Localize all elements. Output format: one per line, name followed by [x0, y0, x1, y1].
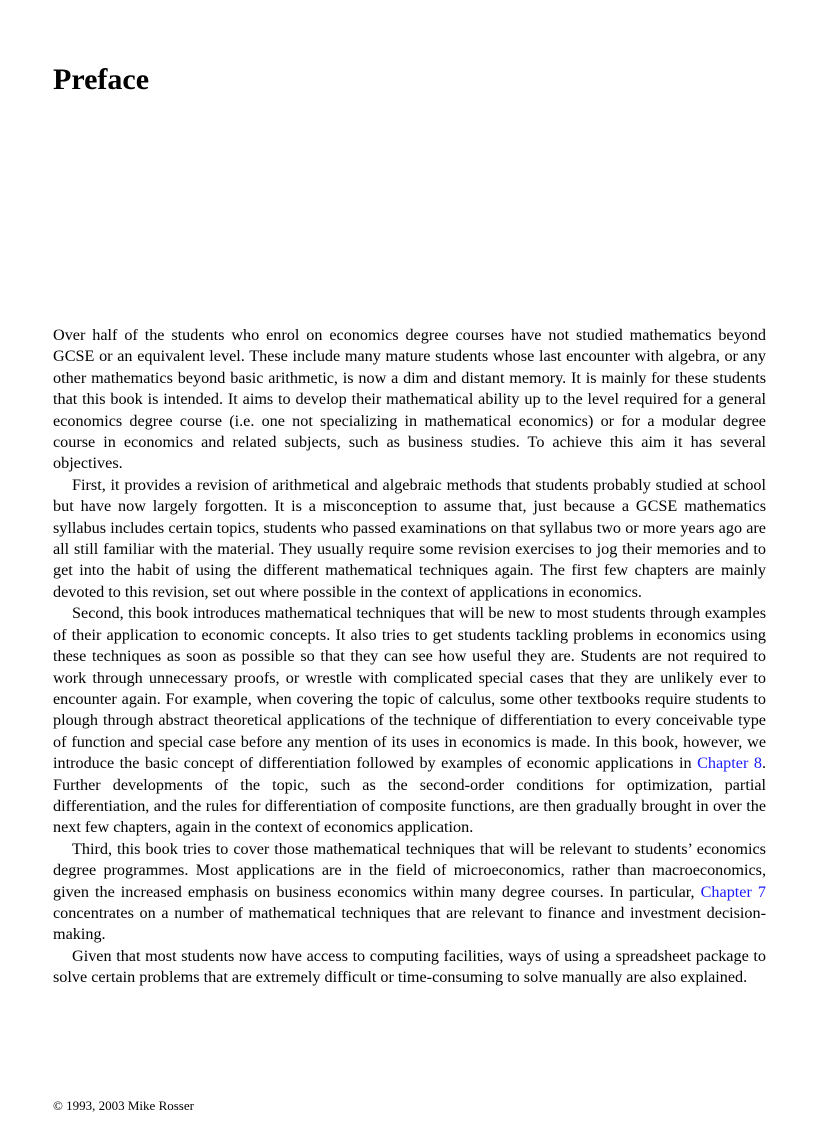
paragraph-4-text-after: concentrates on a number of mathematical techniques that are relevant to finance and investment decision-making.	[53, 903, 766, 944]
copyright-notice: © 1993, 2003 Mike Rosser	[53, 1098, 194, 1113]
preface-body	[53, 325, 766, 989]
chapter-8-link[interactable]: Chapter 8	[697, 754, 762, 773]
paragraph-1: Over half of the students who enrol on economics degree courses have not studied mathematics beyond GCSE or an equivalent level. These include many mature students whose last encounter with algebra, or any other mathematics beyond basic arithmetic, is now a dim and distant memory. It is mainly for these students that this book is intended. It aims to develop their mathematical ability up to the level required for a general economics degree course (i.e. one not specializing in mathematical economics) or for a modular degree course in economics and related subjects, such as business studies. To achieve this aim it has several objectives.	[53, 326, 766, 473]
paragraph-2: First, it provides a revision of arithmetical and algebraic methods that students probably studied at school but have now largely forgotten. It is a misconception to assume that, just because a GCSE mathematics syllabus includes certain topics, students who passed examinations on that syllabus two or more years ago are all still familiar with the material. They usually require some revision exercises to jog their memories and to get into the habit of using the different mathematical techniques again. The first few chapters are mainly devoted to this revision, set out where possible in the context of applications in economics.	[53, 475, 766, 601]
paragraph-3-text-after: . Further developments of the topic, such as the second-order conditions for optimization, partial differentiation, and the rules for differentiation of composite functions, are then gradually brought in over the next few chapters, again in the context of economics application.	[53, 754, 766, 837]
page-title: Preface	[53, 63, 150, 96]
paragraph-4	[53, 839, 766, 946]
paragraph-4-text-before: Third, this book tries to cover those mathematical techniques that will be relevant to students’ economics degree programmes. Most applications are in the field of microeconomics, rather than macroeconomics, given the increased emphasis on business economics within many degree courses. In particular,	[53, 839, 766, 901]
chapter-7-link[interactable]: Chapter 7	[700, 882, 766, 901]
paragraph-5: Given that most students now have access to computing facilities, ways of using a spreadsheet package to solve certain problems that are extremely difficult or time-consuming to solve manually are also explained.	[53, 946, 766, 987]
paragraph-3-text-before: Second, this book introduces mathematical techniques that will be new to most students through examples of their application to economic concepts. It also tries to get students tackling problems in economics using these techniques as soon as possible so that they can see how useful they are. Students are not required to work through unnecessary proofs, or wrestle with complicated special cases that they are unlikely ever to encounter again. For example, when covering the topic of calculus, some other textbooks require students to plough through abstract theoretical applications of the technique of differentiation to every conceivable type of function and special case before any mention of its uses in economics is made. In this book, however, we introduce the basic concept of differentiation followed by examples of economic applications in	[53, 604, 766, 773]
paragraph-3	[53, 603, 766, 838]
